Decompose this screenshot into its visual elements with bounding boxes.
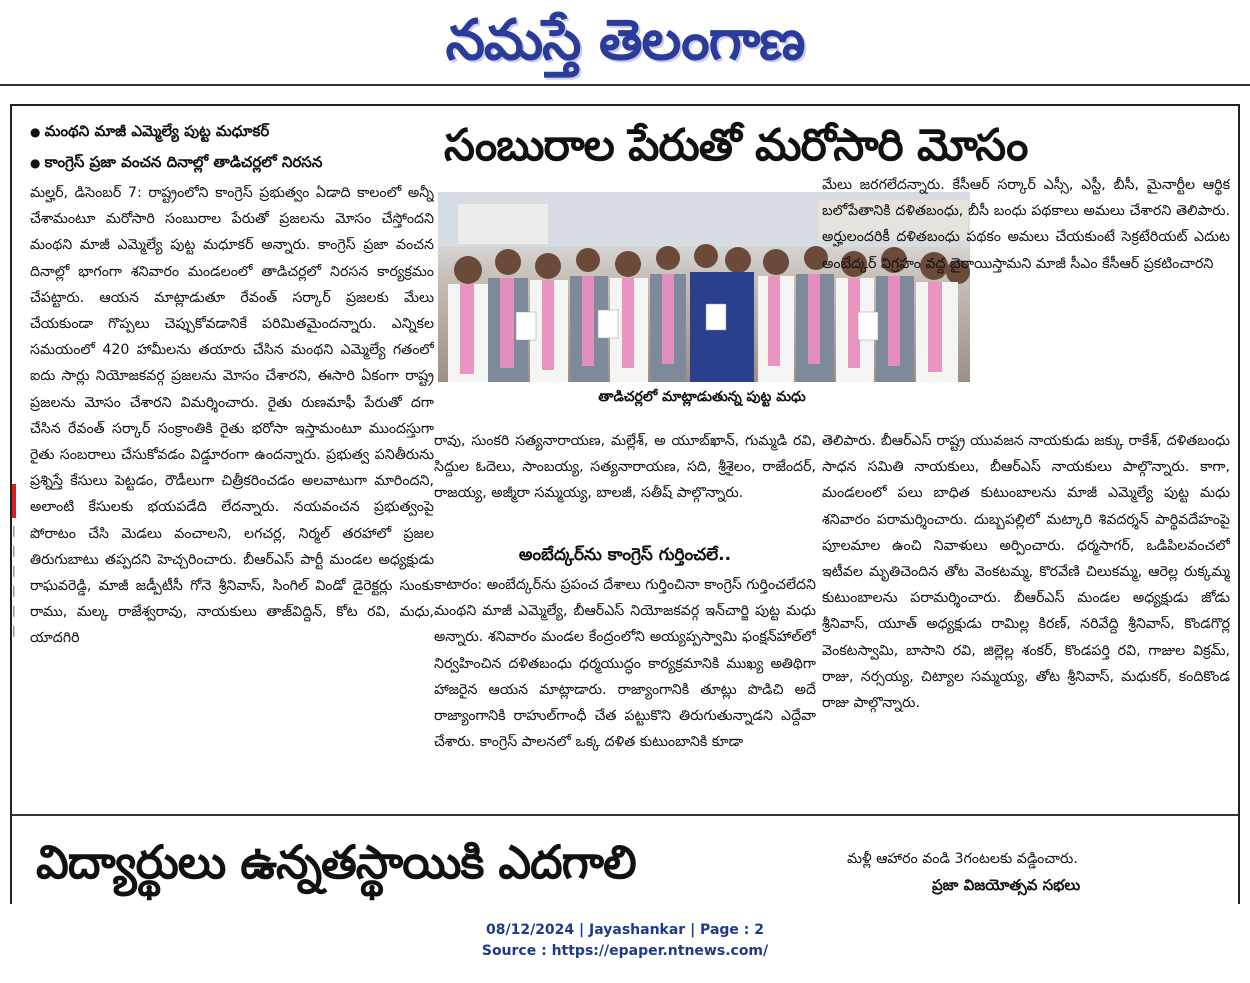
margin-ticks: | | | | | |: [12, 524, 16, 637]
article-divider: [12, 814, 1240, 816]
article-column-2: రావు, సుంకరి సత్యనారాయణ, మల్లేశ్, అ యూబ్‌ఖాన్, గుమ్మడి రవి, సిద్దుల ఓదెలు, సాంబయ్య, సత్యనారాయణ, సది, శ్రీశైలం, రాజేందర్, రాజయ్య, అజ్మీరా సమ్మయ్య, బాలజీ, సతీష్ పాల్గొన్నారు.: [434, 433, 816, 502]
bullet-point: ● మంథని మాజీ ఎమ్మెల్యే పుట్ట మధూకర్: [30, 116, 430, 147]
newspaper-logo: నమస్తే తెలంగాణ: [445, 8, 805, 73]
article-subheading: అంబేద్కర్‌ను కాంగ్రెస్ గుర్తించలే..: [518, 545, 732, 565]
article-column-1: మల్హర్, డిసెంబర్ 7: రాష్ట్రంలోని కాంగ్రెస్ ప్రభుత్వం ఏడాది కాలంలో అన్నీ చేశామంటూ మరోసారి సంబురాల పేరుతో ప్రజలను మోసం చేస్తోందని మంథని మాజీ ఎమ్మెల్యే పుట్ట మధూకర్ అన్నారు. కాంగ్రెస్ ప్రజా వంచన దినాల్లో భాగంగా శనివారం మండలంలో తాడిచర్లలో నిరసన కార్యక్రమం చేపట్టారు. ఆయన మాట్లాడుతూ రేవంత్ సర్కార్ ప్రజలకు మేలు చేయకుండా గొప్పలు చెప్పుకోవడానికే పరిమితమైందన్నారు. ఎన్నికల సమయంలో 420 హామీలను తయారు చేసిన మంథని ఎమ్మెల్యే గతంలో ఐదు సార్లు నియోజకవర్గ ప్రజలను మోసం చేశారని, ఈసారి ఏకంగా రాష్ట్ర ప్రజలను మోసం చేశారని విమర్శించారు. రైతు రుణమాఫీ పేరుతో దగా చేసిన రేవంత్ సర్కార్ సంక్రాంతికి రైతు భరోసా ఇస్తామంటూ ముందస్తుగా రైతు సంబరాలు చేసుకోవడం విడ్డూరంగా ఉందన్నారు. ప్రభుత్వ పనితీరును ప్రశ్నిస్తే కేసులు పెట్టడం, రౌడీలుగా చిత్రీకరించడం అలవాటుగా మారిందని, అలాంటి కేసులకు భయపడేది లేదన్నారు. నయవంచన ప్రభుత్వంపై పోరాటం చేసి మెడలు వంచాలని, లగచర్ల, నిర్మల్ తరహాలో ప్రజల తిరుగుబాటు తప్పదని హెచ్చరించారు. బీఆర్ఎస్ పార్టీ మండల అధ్యక్షుడు రాఘవరెడ్డి, మాజీ జడ్పీటీసీ గోనె శ్రీనివాస్, సింగిల్ విండో డైరెక్టర్లు సుంకు రాము, మల్క రాజేశ్వరావు, నాయకులు తాజ్‌విద్దిన్, కోట రవి, మధు, యాదగిరి: [30, 185, 434, 647]
article-headline: సంబురాల పేరుతో మరోసారి మోసం: [444, 120, 1028, 171]
margin-marker: [12, 484, 16, 518]
next-article-text: మళ్లీ ఆహారం వండి 3గంటలకు వడ్డించారు.: [847, 851, 1078, 867]
source-link[interactable]: Source : https://epaper.ntnews.com/: [481, 943, 769, 959]
article-column-4: మేలు జరగలేదన్నారు. కేసీఆర్ సర్కార్ ఎస్సీ, ఎస్టీ, బీసీ, మైనార్టీల ఆర్థిక బలోపేతానికి దళితబంధు, బీసీ బంధు పథకాలు అమలు చేశారని తెలిపారు. అర్హులందరికీ దళితబంధు పథకం అమలు చేయకుంటే సెక్రటేరియట్ ఎదుట అంబేద్కర్ విగ్రహం వద్ద బైఠాయిస్తామని మాజీ సీఎం కేసీఆర్ ప్రకటించారని: [822, 177, 1230, 272]
masthead-rule: [0, 84, 1250, 86]
article-column-3: కాటారం: అంబేద్కర్‌ను ప్రపంచ దేశాలు గుర్తించినా కాంగ్రెస్ గుర్తించలేదని మంథని మాజీ ఎమ్మెల్యే, బీఆర్ఎస్ నియోజకవర్గ ఇన్‌చార్జి పుట్ట మధు అన్నారు. శనివారం మండల కేంద్రంలోని అయ్యప్పస్వామి ఫంక్షన్‌హాల్‌లో నిర్వహించిన దళితబంధు ధర్మయుద్ధం కార్యక్రమానికి ముఖ్య అతిథిగా హాజరైన ఆయన మాట్లాడారు. రాజ్యాంగానికి తూట్లు పొడిచి అదే రాజ్యాంగానికి రాహుల్‌గాంధీ చేత పట్టుకొని తిరుగుతున్నాడని ఎద్దేవా చేశారు. కాంగ్రెస్ పాలనలో ఒక్క దళిత కుటుంబానికి కూడా: [434, 577, 816, 751]
page-footer: [0, 920, 1250, 962]
next-article-headline: విద్యార్థులు ఉన్నతస్థాయికి ఎదగాలి: [36, 835, 636, 889]
article-bullets: [30, 116, 430, 178]
photo-caption: తాడిచర్లలో మాట్లాడుతున్న పుట్ట మధు: [598, 389, 806, 405]
news-clipping: [10, 104, 1240, 904]
next-article-subheading: ప్రజా విజయోత్సవ సభలు: [932, 876, 1081, 894]
article-column-5: తెలిపారు. బీఆర్ఎస్ రాష్ట్ర యువజన నాయకుడు జక్కు రాకేశ్, దళితబంధు సాధన సమితి నాయకులు, బీఆర్ఎస్ నాయకులు పాల్గొన్నారు. కాగా, మండలంలో పలు బాధిత కుటుంబాలను మాజీ ఎమ్మెల్యే పుట్ట మధు శనివారం పరామర్శించారు. దుబ్బపల్లిలో మట్కారి శివదర్శన్ పార్థివదేహంపై పూలమాల ఉంచి నివాళులు అర్పించారు. ధర్మసాగర్, ఒడిపిలవంచలో ఇటీవల మృతిచెందిన తోట వెంకటమ్మ, కొరవేణి చిలుకమ్మ, ఆరెల్ల రుక్కమ్మ కుటుంబాలను పరామర్శించారు. బీఆర్ఎస్ మండల అధ్యక్షుడు జోడు శ్రీనివాస్, యూత్ అధ్యక్షుడు రామిల్ల కిరణ్, నరివేద్ది శ్రీనివాస్, కొండగొర్ల వెంకటస్వామి, బాసాని రవి, జిల్లెల్ల శంకర్, కొండపర్తి రవి, గాజుల విక్రమ్, రాజు, నర్సయ్య, చిట్యాల సమ్మయ్య, తోట శ్రీనివాస్, మధుకర్, కందికొండ రాజు పాల్గొన్నారు.: [822, 433, 1230, 712]
masthead: [0, 0, 1250, 84]
bullet-point: ● కాంగ్రెస్ ప్రజా వంచన దినాల్లో తాడిచర్లలో నిరసన: [30, 147, 430, 178]
edition-info: 08/12/2024 | Jayashankar | Page : 2: [486, 922, 764, 938]
